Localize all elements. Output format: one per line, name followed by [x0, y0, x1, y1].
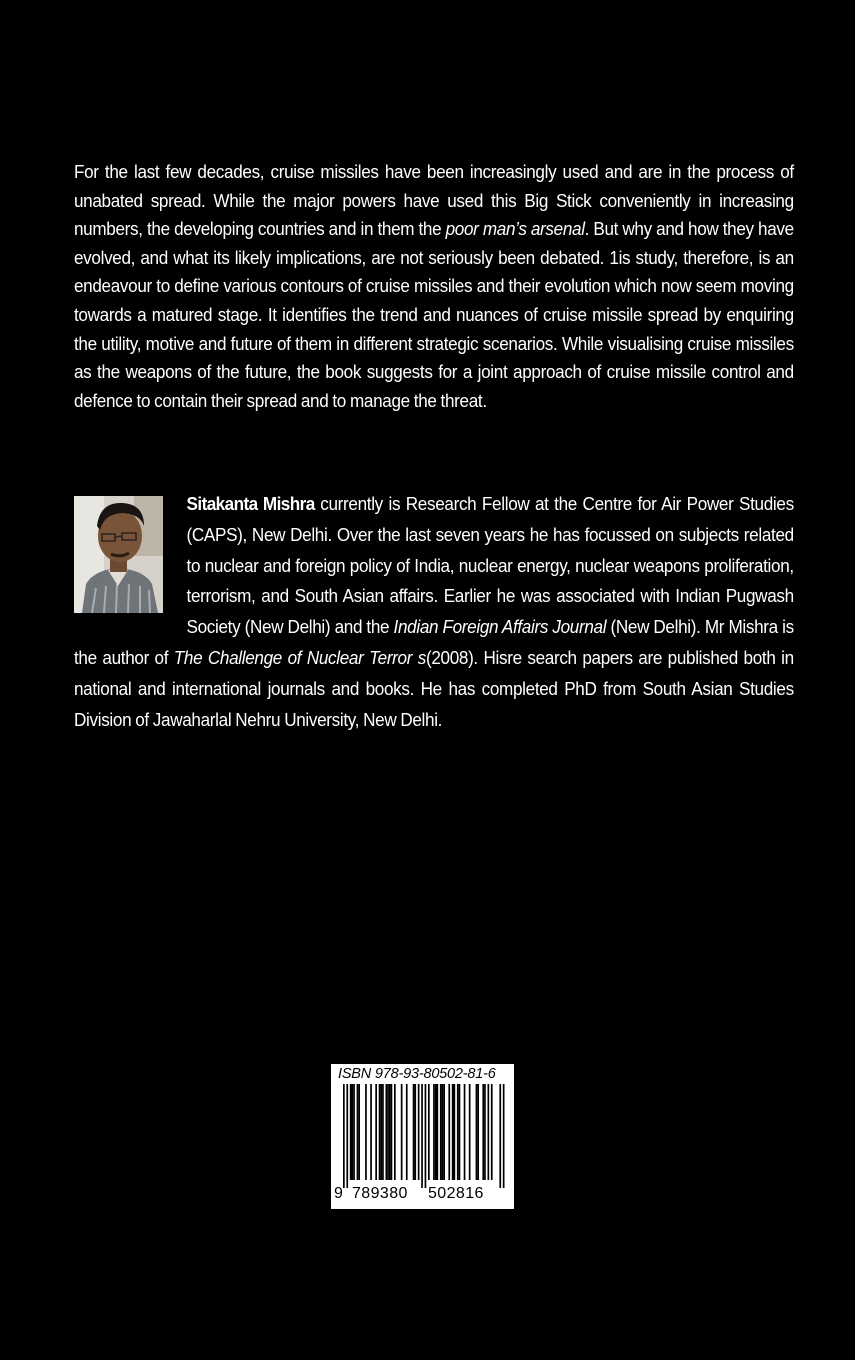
barcode-bar — [499, 1084, 501, 1188]
blurb-text-a: For the last few decades, cruise missiles have been increasingly used and are in the process of unabated spread. While the major powers have used this Big Stick conveniently in increasing numbers, the developing countries and in them the — [74, 161, 794, 240]
barcode-bar — [386, 1084, 388, 1180]
barcode-bar — [482, 1084, 484, 1180]
barcode-bar — [433, 1084, 435, 1180]
barcode-bar — [379, 1084, 381, 1180]
barcode-bar — [414, 1084, 416, 1180]
barcode-bar — [357, 1084, 359, 1180]
barcode-digits-group2: 502816 — [428, 1185, 484, 1202]
barcode-bar — [425, 1084, 427, 1188]
barcode-bar — [454, 1084, 456, 1180]
barcode-bar — [488, 1084, 490, 1180]
barcode-digits — [334, 1185, 484, 1203]
barcode-bar — [464, 1084, 466, 1180]
barcode-bars — [337, 1084, 509, 1188]
barcode-bar — [452, 1084, 454, 1180]
isbn-label: ISBN 978-93-80502-81-6 — [338, 1066, 496, 1082]
barcode-bar — [382, 1084, 384, 1180]
barcode-bar — [437, 1084, 439, 1180]
barcode-bar — [477, 1084, 479, 1180]
barcode-bar — [406, 1084, 408, 1180]
barcode-bar — [370, 1084, 372, 1180]
bio-text-a: currently is Research Fellow at the Centre for Air Power Studies (CAPS), New Delhi. Over the last seven years he has focussed on subjects related to nuclear and foreign policy of India, nuclear energy, nuclear weapons proliferation, terrorism, and South Asian affairs. Earlier he was associated with Indian Pugwash Society (New Delhi) and the — [186, 493, 794, 638]
isbn-barcode — [331, 1064, 514, 1209]
barcode-bar — [484, 1084, 486, 1180]
barcode-bar — [435, 1084, 437, 1180]
barcode-bar — [459, 1084, 461, 1180]
barcode-bar — [421, 1084, 423, 1188]
back-cover-blurb — [74, 158, 794, 415]
photo-spacer — [74, 489, 187, 639]
barcode-bar — [387, 1084, 389, 1180]
barcode-bar — [469, 1084, 471, 1180]
book-title: The Challenge of Nuclear Terror s — [173, 646, 426, 668]
barcode-bar — [413, 1084, 415, 1180]
barcode-bar — [380, 1084, 382, 1180]
blurb-italic-phrase: poor man’s arsenal — [445, 218, 585, 240]
bio-text-b: (New Delhi). Mr Mishra is the author of — [74, 616, 794, 668]
blurb-text-b: . But why and how they have evolved, and what its likely implications, are not seriously been debated. 1is study, therefore, is an endeavour to define various contours of cruise missiles and their evolution which now seem moving towards a matured stage. It identifies the trend and nuances of cruise missile spread by enquiring the utility, motive and future of them in different strategic scenarios. While visualising cruise missiles as the weapons of the future, the book suggests for a joint approach of cruise missile control and defence to contain their spread and to manage the threat. — [74, 218, 794, 411]
blurb-paragraph — [74, 158, 794, 415]
author-bio — [74, 489, 794, 735]
barcode-bar — [440, 1084, 442, 1180]
barcode-bar — [443, 1084, 445, 1180]
barcode-bar — [365, 1084, 367, 1180]
barcode-bar — [418, 1084, 420, 1180]
barcode-bar — [442, 1084, 444, 1180]
journal-title: Indian Foreign Affairs Journal — [393, 616, 607, 638]
barcode-bar — [352, 1084, 354, 1180]
barcode-bar — [391, 1084, 393, 1180]
barcode-bar — [491, 1084, 493, 1180]
barcode-bar — [503, 1084, 505, 1188]
barcode-bar — [346, 1084, 348, 1188]
barcode-bar — [350, 1084, 352, 1180]
barcode-bar — [343, 1084, 345, 1188]
barcode-bar — [448, 1084, 450, 1180]
barcode-bar — [389, 1084, 391, 1180]
barcode-digits-group1: 789380 — [352, 1185, 408, 1202]
bio-text-c: (2008). Hisre search papers are published both in national and international journals and books. He has completed PhD from South Asian Studies Division of Jawaharlal Nehru University, New Delhi. — [74, 646, 794, 730]
barcode-bar — [476, 1084, 478, 1180]
barcode-bar — [428, 1084, 430, 1180]
barcode-digit-first: 9 — [334, 1185, 344, 1202]
author-name: Sitakanta Mishra — [186, 493, 315, 514]
barcode-bar — [358, 1084, 360, 1180]
barcode-bar — [375, 1084, 377, 1180]
barcode-bar — [457, 1084, 459, 1180]
barcode-bar — [353, 1084, 355, 1180]
barcode-bar — [401, 1084, 403, 1180]
barcode-bar — [394, 1084, 396, 1180]
